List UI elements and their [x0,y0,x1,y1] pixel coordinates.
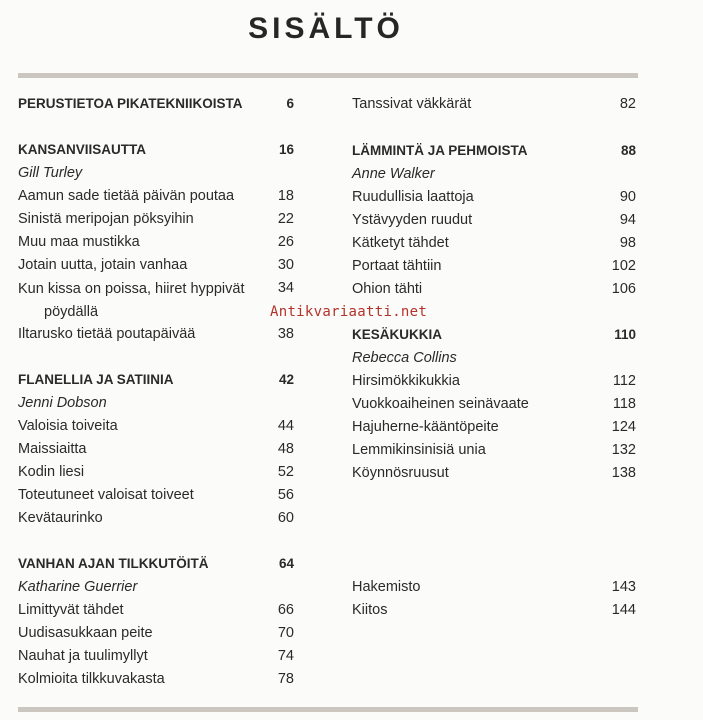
toc-page-number: 144 [611,602,636,618]
toc-entry [18,600,294,622]
toc-entry-title: Vuokkoaiheinen seinävaate [352,396,529,412]
toc-entry [18,324,294,346]
toc-entry-title: KESÄKUKKIA [352,327,443,342]
toc-page-number: 16 [278,142,294,157]
toc-entry-title: Muu maa mustikka [18,234,140,250]
toc-entry [18,278,294,320]
toc-section [18,370,294,392]
watermark: Antikvariaatti.net [270,304,428,320]
toc-page-number: 30 [277,257,294,273]
toc-page-number: 112 [612,373,636,389]
toc-page-number: 110 [614,327,636,342]
toc-page-number: 60 [277,510,294,526]
toc-page-number: 48 [277,441,294,457]
toc-page-number: 143 [611,579,636,595]
toc-entry-title: Toteutuneet valoisat toiveet [18,487,194,503]
toc-page-number: 98 [619,235,636,251]
toc-entry-title: Kätketyt tähdet [352,235,449,251]
toc-page-number: 52 [277,464,294,480]
toc-entry-title: Köynnösruusut [352,465,449,481]
toc-entry [18,623,294,645]
toc-entry [18,669,294,691]
toc-entry [18,186,294,208]
toc-entry [18,439,294,461]
toc-entry-title: Valoisia toiveita [18,418,118,434]
toc-page-number: 42 [278,372,294,387]
top-divider [18,73,638,78]
toc-page-number: 94 [619,212,636,228]
toc-page-number: 132 [611,442,636,458]
toc-entry [352,417,636,439]
toc-page-number: 102 [611,258,636,274]
toc-entry-title: Maissiaitta [18,441,87,457]
toc-page-number: 26 [277,234,294,250]
toc-entry [352,210,636,232]
toc-entry-title: Hakemisto [352,579,421,595]
toc-page-number: 74 [277,648,294,664]
toc-entry-title: Nauhat ja tuulimyllyt [18,648,148,664]
toc-entry-title: Jotain uutta, jotain vanhaa [18,257,188,273]
toc-entry [352,440,636,462]
toc-entry [352,577,636,599]
toc-entry [352,187,636,209]
toc-author [18,393,294,415]
toc-author [18,163,294,185]
toc-page-number: 118 [612,396,636,412]
toc-entry-title: Sinistä meripojan pöksyihin [18,211,194,227]
toc-entry-title: Kodin liesi [18,464,85,480]
toc-section [18,94,294,116]
toc-entry-title: Jenni Dobson [18,395,107,411]
toc-entry-title: Limittyvät tähdet [18,602,124,618]
toc-entry-title: Kiitos [352,602,388,618]
toc-page-number: 22 [277,211,294,227]
toc-page-number: 44 [277,418,294,434]
toc-entry [18,416,294,438]
toc-entry [18,646,294,668]
toc-section [352,141,636,163]
toc-entry-title: Hirsimökkikukkia [352,373,460,389]
toc-entry [352,94,636,116]
page-title: SISÄLTÖ [248,12,404,45]
toc-entry-title: Ystävyyden ruudut [352,212,473,228]
toc-entry-title: Rebecca Collins [352,350,457,366]
toc-entry-title: Kun kissa on poissa, hiiret hyppivät pöydällä [18,281,245,320]
toc-entry [18,485,294,507]
toc-entry [18,508,294,530]
toc-entry [352,279,636,301]
bottom-divider [18,707,638,712]
toc-entry-title: Gill Turley [18,165,83,181]
toc-entry-title: Kevätaurinko [18,510,103,526]
toc-entry [352,394,636,416]
toc-entry [18,232,294,254]
toc-entry-title: Aamun sade tietää päivän poutaa [18,188,235,204]
toc-entry-title: Portaat tähtiin [352,258,442,274]
toc-entry-title: Iltarusko tietää poutapäivää [18,326,196,342]
toc-entry-title: Kolmioita tilkkuvakasta [18,671,165,687]
toc-page-number: 56 [277,487,294,503]
toc-entry-title: Lemmikinsinisiä unia [352,442,486,458]
toc-section [352,325,636,347]
toc-page-number: 88 [620,143,636,158]
toc-page-number: 90 [619,189,636,205]
toc-entry [352,256,636,278]
toc-entry-title: Anne Walker [352,166,435,182]
toc-page-number: 66 [277,602,294,618]
toc-entry [352,600,636,622]
toc-entry-title: Tanssivat väkkärät [352,96,472,112]
toc-entry-title: VANHAN AJAN TILKKUTÖITÄ [18,556,209,571]
toc-entry-title: Hajuherne-kääntöpeite [352,419,499,435]
toc-entry [352,233,636,255]
toc-page-number: 106 [611,281,636,297]
toc-entry [352,371,636,393]
toc-entry-title: LÄMMINTÄ JA PEHMOISTA [352,143,528,158]
toc-author [352,164,636,186]
toc-entry [18,462,294,484]
toc-page-number: 138 [611,465,636,481]
toc-section [18,554,294,576]
toc-entry-title: Uudisasukkaan peite [18,625,153,641]
toc-entry [18,209,294,231]
toc-page-number: 64 [278,556,294,571]
toc-entry-title: FLANELLIA JA SATIINIA [18,372,174,387]
toc-page-number: 38 [277,326,294,342]
toc-entry [18,255,294,277]
toc-page-number: 18 [277,188,294,204]
toc-entry [352,463,636,485]
toc-author [352,348,636,370]
toc-page-number: 78 [277,671,294,687]
toc-author [18,577,294,599]
toc-page-number: 124 [611,419,636,435]
toc-entry-title: KANSANVIISAUTTA [18,142,146,157]
toc-entry-title: Ohion tähti [352,281,423,297]
toc-entry-title: PERUSTIETOA PIKATEKNIIKOISTA [18,96,243,111]
toc-entry-title: Ruudullisia laattoja [352,189,474,205]
toc-section [18,140,294,162]
toc-page-number: 6 [286,96,294,111]
toc-page-number: 34 [277,280,294,296]
toc-entry-title: Katharine Guerrier [18,579,138,595]
toc-page-number: 82 [619,96,636,112]
toc-page-number: 70 [277,625,294,641]
